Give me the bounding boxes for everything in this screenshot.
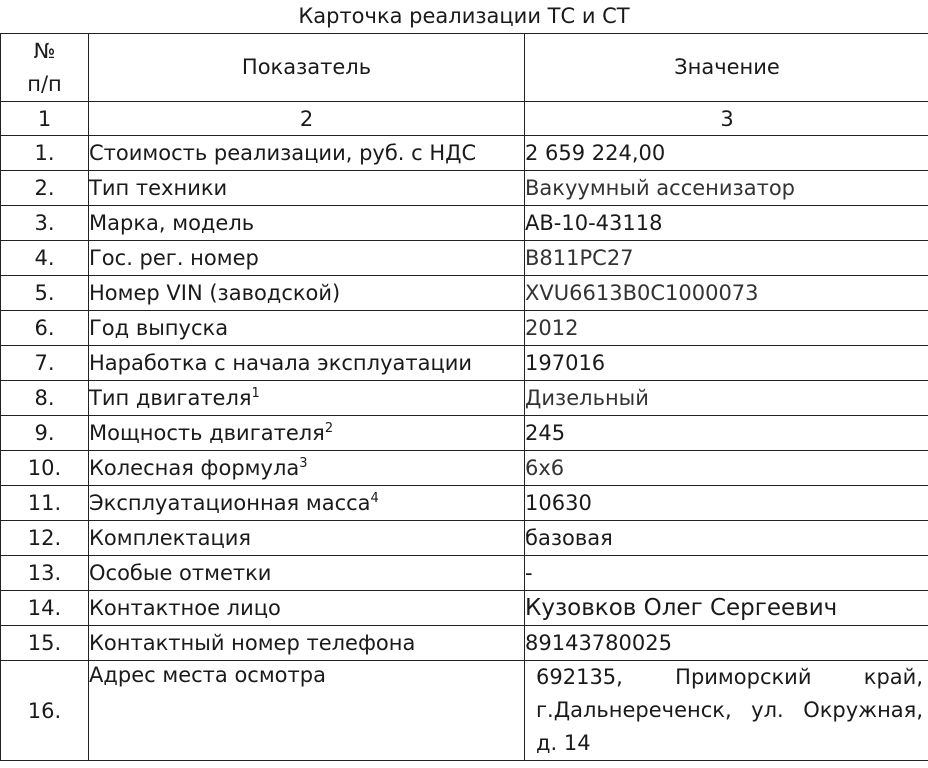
column-number: 1 (1, 102, 89, 136)
row-value: 2012 (525, 311, 928, 346)
row-number: 1. (1, 136, 89, 171)
document-title: Карточка реализации ТС и СТ (298, 4, 630, 28)
row-number: 11. (1, 486, 89, 521)
row-value: В811РС27 (525, 241, 928, 276)
row-label: Номер VIN (заводской) (89, 276, 525, 311)
table-row (1, 241, 928, 276)
table-row (1, 416, 928, 451)
row-value: - (525, 556, 928, 591)
row-value (525, 661, 928, 761)
header-indicator: Показатель (89, 34, 525, 102)
row-value: 89143780025 (525, 626, 928, 661)
row-number: 15. (1, 626, 89, 661)
row-label: Мощность двигателя$^2$ (89, 416, 525, 451)
row-value: АВ-10-43118 (525, 206, 928, 241)
column-number: 2 (89, 102, 525, 136)
table-row (1, 486, 928, 521)
row-label: Тип двигателя$^1$ (89, 381, 525, 416)
row-value: 245 (525, 416, 928, 451)
row-number: 5. (1, 276, 89, 311)
header-number-line1: № (33, 38, 56, 63)
row-number: 13. (1, 556, 89, 591)
row-value: 197016 (525, 346, 928, 381)
row-value: Вакуумный ассенизатор (525, 171, 928, 206)
table-row (1, 521, 928, 556)
row-label: Колесная формула$^3$ (89, 451, 525, 486)
row-number: 2. (1, 171, 89, 206)
header-number (1, 34, 89, 102)
row-label: Особые отметки (89, 556, 525, 591)
row-number: 7. (1, 346, 89, 381)
row-number: 16. (1, 661, 89, 761)
column-number-row (1, 102, 928, 136)
row-label: Стоимость реализации, руб. с НДС (89, 136, 525, 171)
row-label: Наработка с начала эксплуатации (89, 346, 525, 381)
row-label: Контактный номер телефона (89, 626, 525, 661)
table-row (1, 171, 928, 206)
table-row (1, 556, 928, 591)
table-row (1, 276, 928, 311)
row-label: Эксплуатационная масса$^4$ (89, 486, 525, 521)
table-row (1, 626, 928, 661)
row-label: Год выпуска (89, 311, 525, 346)
row-value: Дизельный (525, 381, 928, 416)
table-row (1, 346, 928, 381)
row-value: 10630 (525, 486, 928, 521)
header-value: Значение (525, 34, 928, 102)
row-number: 6. (1, 311, 89, 346)
row-label: Тип техники (89, 171, 525, 206)
row-number: 9. (1, 416, 89, 451)
table-row (1, 206, 928, 241)
row-value: XVU6613B0C1000073 (525, 276, 928, 311)
row-value: Кузовков Олег Сергеевич (525, 591, 928, 626)
table-row (1, 136, 928, 171)
address-text: 692135, Приморский край, г.Дальнереченск, ул. Окружная, д. 14 (536, 665, 923, 755)
header-number-line2: п/п (27, 71, 62, 96)
row-number: 14. (1, 591, 89, 626)
row-number: 10. (1, 451, 89, 486)
table-row (1, 451, 928, 486)
row-number: 12. (1, 521, 89, 556)
row-label: Контактное лицо (89, 591, 525, 626)
row-label: Адрес места осмотра (89, 661, 525, 761)
column-number: 3 (525, 102, 928, 136)
table-row (1, 381, 928, 416)
vehicle-card-table (0, 33, 928, 761)
table-row (1, 591, 928, 626)
row-value: 2 659 224,00 (525, 136, 928, 171)
table-row (1, 661, 928, 761)
row-number: 3. (1, 206, 89, 241)
row-number: 4. (1, 241, 89, 276)
header-row (1, 34, 928, 102)
row-value: базовая (525, 521, 928, 556)
row-label: Марка, модель (89, 206, 525, 241)
row-label: Гос. рег. номер (89, 241, 525, 276)
row-number: 8. (1, 381, 89, 416)
table-row (1, 311, 928, 346)
row-label: Комплектация (89, 521, 525, 556)
row-value: 6x6 (525, 451, 928, 486)
